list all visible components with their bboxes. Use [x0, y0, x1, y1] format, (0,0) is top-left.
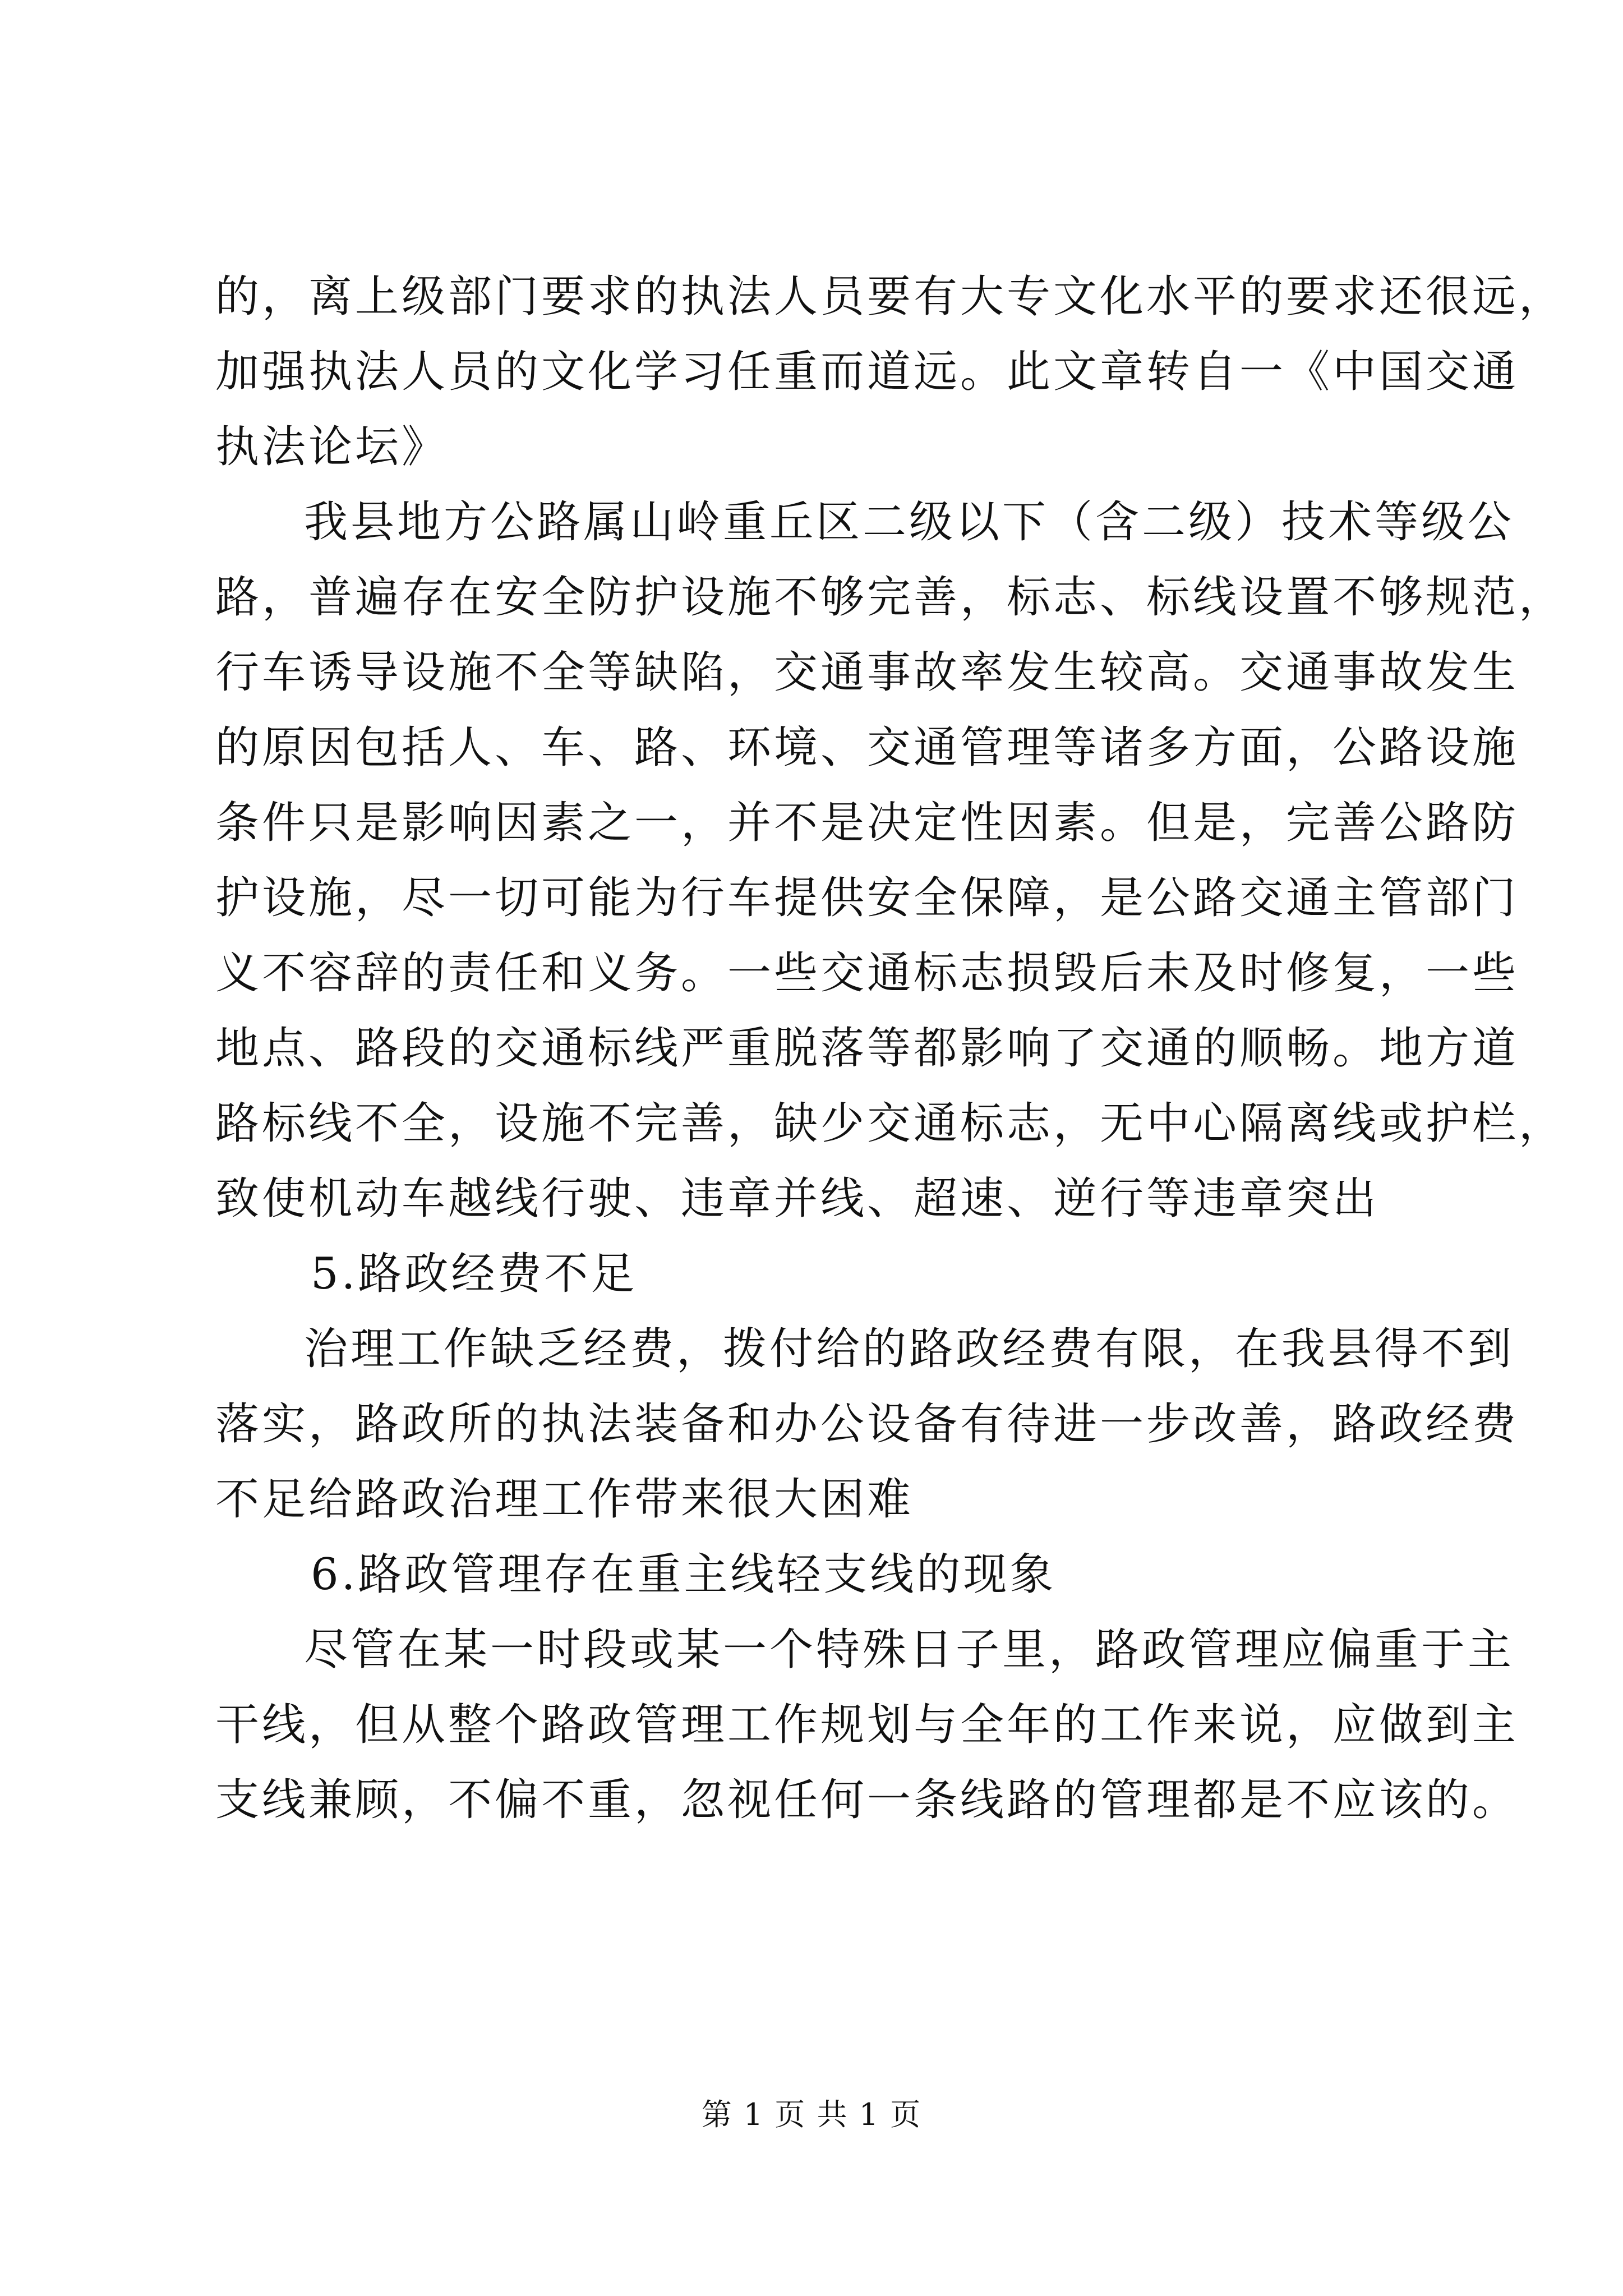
text-line: 路标线不全，设施不完善，缺少交通标志，无中心隔离线或护栏，	[215, 1098, 1566, 1149]
text-line: 地点、路段的交通标线严重脱落等都影响了交通的顺畅。地方道	[215, 1023, 1519, 1074]
text-line: 行车诱导设施不全等缺陷，交通事故率发生较高。交通事故发生	[215, 647, 1519, 698]
text-line: 的，离上级部门要求的执法人员要有大专文化水平的要求还很远，	[215, 272, 1566, 322]
text-line: 义不容辞的责任和义务。一些交通标志损毁后未及时修复，一些	[215, 948, 1519, 999]
text-line: 干线，但从整个路政管理工作规划与全年的工作来说，应做到主	[215, 1700, 1519, 1750]
text-line: 支线兼顾，不偏不重，忽视任何一条线路的管理都是不应该的。	[215, 1775, 1519, 1825]
text-line: 护设施，尽一切可能为行车提供安全保障，是公路交通主管部门	[215, 873, 1519, 923]
text-line: 路，普遍存在安全防护设施不够完善，标志、标线设置不够规范，	[215, 572, 1566, 623]
paragraph-first-line: 治理工作缺乏经费，拨付给的路政经费有限，在我县得不到	[304, 1324, 1515, 1374]
text-line: 致使机动车越线行驶、违章并线、超速、逆行等违章突出	[215, 1174, 1380, 1224]
page-footer: 第 1 页 共 1 页	[701, 2097, 922, 2132]
text-line: 执法论坛》	[215, 422, 449, 472]
text-line: 条件只是影响因素之一，并不是决定性因素。但是，完善公路防	[215, 798, 1519, 848]
text-line: 落实，路政所的执法装备和办公设备有待进一步改善，路政经费	[215, 1399, 1519, 1450]
document-body	[215, 259, 1566, 1838]
paragraph-first-line: 我县地方公路属山岭重丘区二级以下（含二级）技术等级公	[304, 497, 1515, 547]
text-line: 的原因包括人、车、路、环境、交通管理等诸多方面，公路设施	[215, 723, 1519, 773]
section-heading: 6.路政管理存在重主线轻支线的现象	[311, 1549, 1057, 1600]
section-heading: 5.路政经费不足	[311, 1249, 638, 1299]
paragraph-first-line: 尽管在某一时段或某一个特殊日子里，路政管理应偏重于主	[304, 1625, 1515, 1675]
text-line: 加强执法人员的文化学习任重而道远。此文章转自一《中国交通	[215, 347, 1519, 397]
text-line: 不足给路政治理工作带来很大困难	[215, 1474, 914, 1525]
